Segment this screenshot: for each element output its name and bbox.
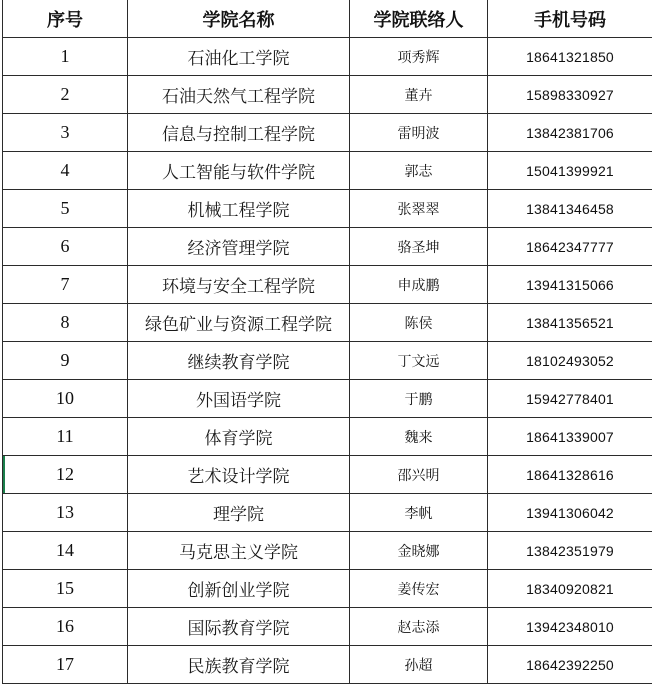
cell-phone[interactable]: 18641321850 bbox=[488, 38, 653, 76]
cell-college[interactable]: 艺术设计学院 bbox=[128, 456, 350, 494]
cell-phone[interactable]: 18102493052 bbox=[488, 342, 653, 380]
header-row bbox=[3, 0, 653, 38]
cell-college[interactable]: 石油化工学院 bbox=[128, 38, 350, 76]
cell-college[interactable]: 体育学院 bbox=[128, 418, 350, 456]
cell-college[interactable]: 经济管理学院 bbox=[128, 228, 350, 266]
cell-index[interactable]: 8 bbox=[3, 304, 128, 342]
cell-contact[interactable]: 项秀辉 bbox=[350, 38, 488, 76]
cell-college[interactable]: 机械工程学院 bbox=[128, 190, 350, 228]
table-row bbox=[3, 380, 653, 418]
table-row bbox=[3, 190, 653, 228]
cell-phone[interactable]: 13841356521 bbox=[488, 304, 653, 342]
cell-contact[interactable]: 申成鹏 bbox=[350, 266, 488, 304]
cell-contact[interactable]: 陈侯 bbox=[350, 304, 488, 342]
table-row bbox=[3, 38, 653, 76]
cell-phone[interactable]: 18641328616 bbox=[488, 456, 653, 494]
cell-college[interactable]: 民族教育学院 bbox=[128, 646, 350, 684]
cell-college[interactable]: 人工智能与软件学院 bbox=[128, 152, 350, 190]
cell-index[interactable]: 11 bbox=[3, 418, 128, 456]
cell-phone[interactable]: 13841346458 bbox=[488, 190, 653, 228]
cell-contact[interactable]: 金晓娜 bbox=[350, 532, 488, 570]
table-row bbox=[3, 608, 653, 646]
cell-contact[interactable]: 赵志添 bbox=[350, 608, 488, 646]
cell-index[interactable]: 4 bbox=[3, 152, 128, 190]
cell-index[interactable]: 14 bbox=[3, 532, 128, 570]
cell-contact[interactable]: 张翠翠 bbox=[350, 190, 488, 228]
cell-index[interactable]: 10 bbox=[3, 380, 128, 418]
header-cell-contact[interactable]: 学院联络人 bbox=[350, 0, 488, 38]
cell-college[interactable]: 环境与安全工程学院 bbox=[128, 266, 350, 304]
cell-index[interactable]: 3 bbox=[3, 114, 128, 152]
cell-contact[interactable]: 邵兴明 bbox=[350, 456, 488, 494]
sheet-right-edge bbox=[652, 0, 656, 684]
header-cell-college[interactable]: 学院名称 bbox=[128, 0, 350, 38]
cell-index[interactable]: 13 bbox=[3, 494, 128, 532]
cell-phone[interactable]: 18642347777 bbox=[488, 228, 653, 266]
table-row bbox=[3, 494, 653, 532]
cell-index[interactable]: 17 bbox=[3, 646, 128, 684]
cell-contact[interactable]: 孙超 bbox=[350, 646, 488, 684]
cell-contact[interactable]: 丁文远 bbox=[350, 342, 488, 380]
college-contacts-table bbox=[2, 0, 653, 684]
cell-phone[interactable]: 15898330927 bbox=[488, 76, 653, 114]
cell-college[interactable]: 石油天然气工程学院 bbox=[128, 76, 350, 114]
cell-college[interactable]: 外国语学院 bbox=[128, 380, 350, 418]
cell-index[interactable]: 7 bbox=[3, 266, 128, 304]
cell-phone[interactable]: 18641339007 bbox=[488, 418, 653, 456]
cell-college[interactable]: 马克思主义学院 bbox=[128, 532, 350, 570]
cell-contact[interactable]: 魏来 bbox=[350, 418, 488, 456]
cell-phone[interactable]: 13942348010 bbox=[488, 608, 653, 646]
cell-contact[interactable]: 于鹏 bbox=[350, 380, 488, 418]
cell-college[interactable]: 绿色矿业与资源工程学院 bbox=[128, 304, 350, 342]
cell-phone[interactable]: 18642392250 bbox=[488, 646, 653, 684]
cell-phone[interactable]: 15041399921 bbox=[488, 152, 653, 190]
table-row bbox=[3, 76, 653, 114]
table-row bbox=[3, 114, 653, 152]
cell-contact[interactable]: 雷明波 bbox=[350, 114, 488, 152]
cell-college[interactable]: 理学院 bbox=[128, 494, 350, 532]
cell-phone[interactable]: 15942778401 bbox=[488, 380, 653, 418]
cell-college[interactable]: 信息与控制工程学院 bbox=[128, 114, 350, 152]
cell-phone[interactable]: 13842381706 bbox=[488, 114, 653, 152]
cell-phone[interactable]: 13842351979 bbox=[488, 532, 653, 570]
table-row bbox=[3, 570, 653, 608]
table-row bbox=[3, 342, 653, 380]
header-cell-phone[interactable]: 手机号码 bbox=[488, 0, 653, 38]
cell-college[interactable]: 国际教育学院 bbox=[128, 608, 350, 646]
cell-index[interactable]: 2 bbox=[3, 76, 128, 114]
cell-index[interactable]: 1 bbox=[3, 38, 128, 76]
cell-contact[interactable]: 李帆 bbox=[350, 494, 488, 532]
header-cell-index[interactable]: 序号 bbox=[3, 0, 128, 38]
cell-index[interactable]: 15 bbox=[3, 570, 128, 608]
table-row bbox=[3, 456, 653, 494]
cell-index[interactable]: 5 bbox=[3, 190, 128, 228]
cell-index[interactable]: 9 bbox=[3, 342, 128, 380]
cell-phone[interactable]: 13941306042 bbox=[488, 494, 653, 532]
cell-contact[interactable]: 姜传宏 bbox=[350, 570, 488, 608]
cell-college[interactable]: 继续教育学院 bbox=[128, 342, 350, 380]
cell-contact[interactable]: 骆圣坤 bbox=[350, 228, 488, 266]
table-row bbox=[3, 532, 653, 570]
cell-index[interactable]: 6 bbox=[3, 228, 128, 266]
table-row bbox=[3, 646, 653, 684]
table-row bbox=[3, 304, 653, 342]
cell-index[interactable]: 12 bbox=[3, 456, 128, 494]
table-row bbox=[3, 152, 653, 190]
table-row bbox=[3, 418, 653, 456]
cell-phone[interactable]: 13941315066 bbox=[488, 266, 653, 304]
cell-contact[interactable]: 郭志 bbox=[350, 152, 488, 190]
cell-contact[interactable]: 董卉 bbox=[350, 76, 488, 114]
cell-phone[interactable]: 18340920821 bbox=[488, 570, 653, 608]
table-row bbox=[3, 266, 653, 304]
table-row bbox=[3, 228, 653, 266]
cell-index[interactable]: 16 bbox=[3, 608, 128, 646]
cell-college[interactable]: 创新创业学院 bbox=[128, 570, 350, 608]
